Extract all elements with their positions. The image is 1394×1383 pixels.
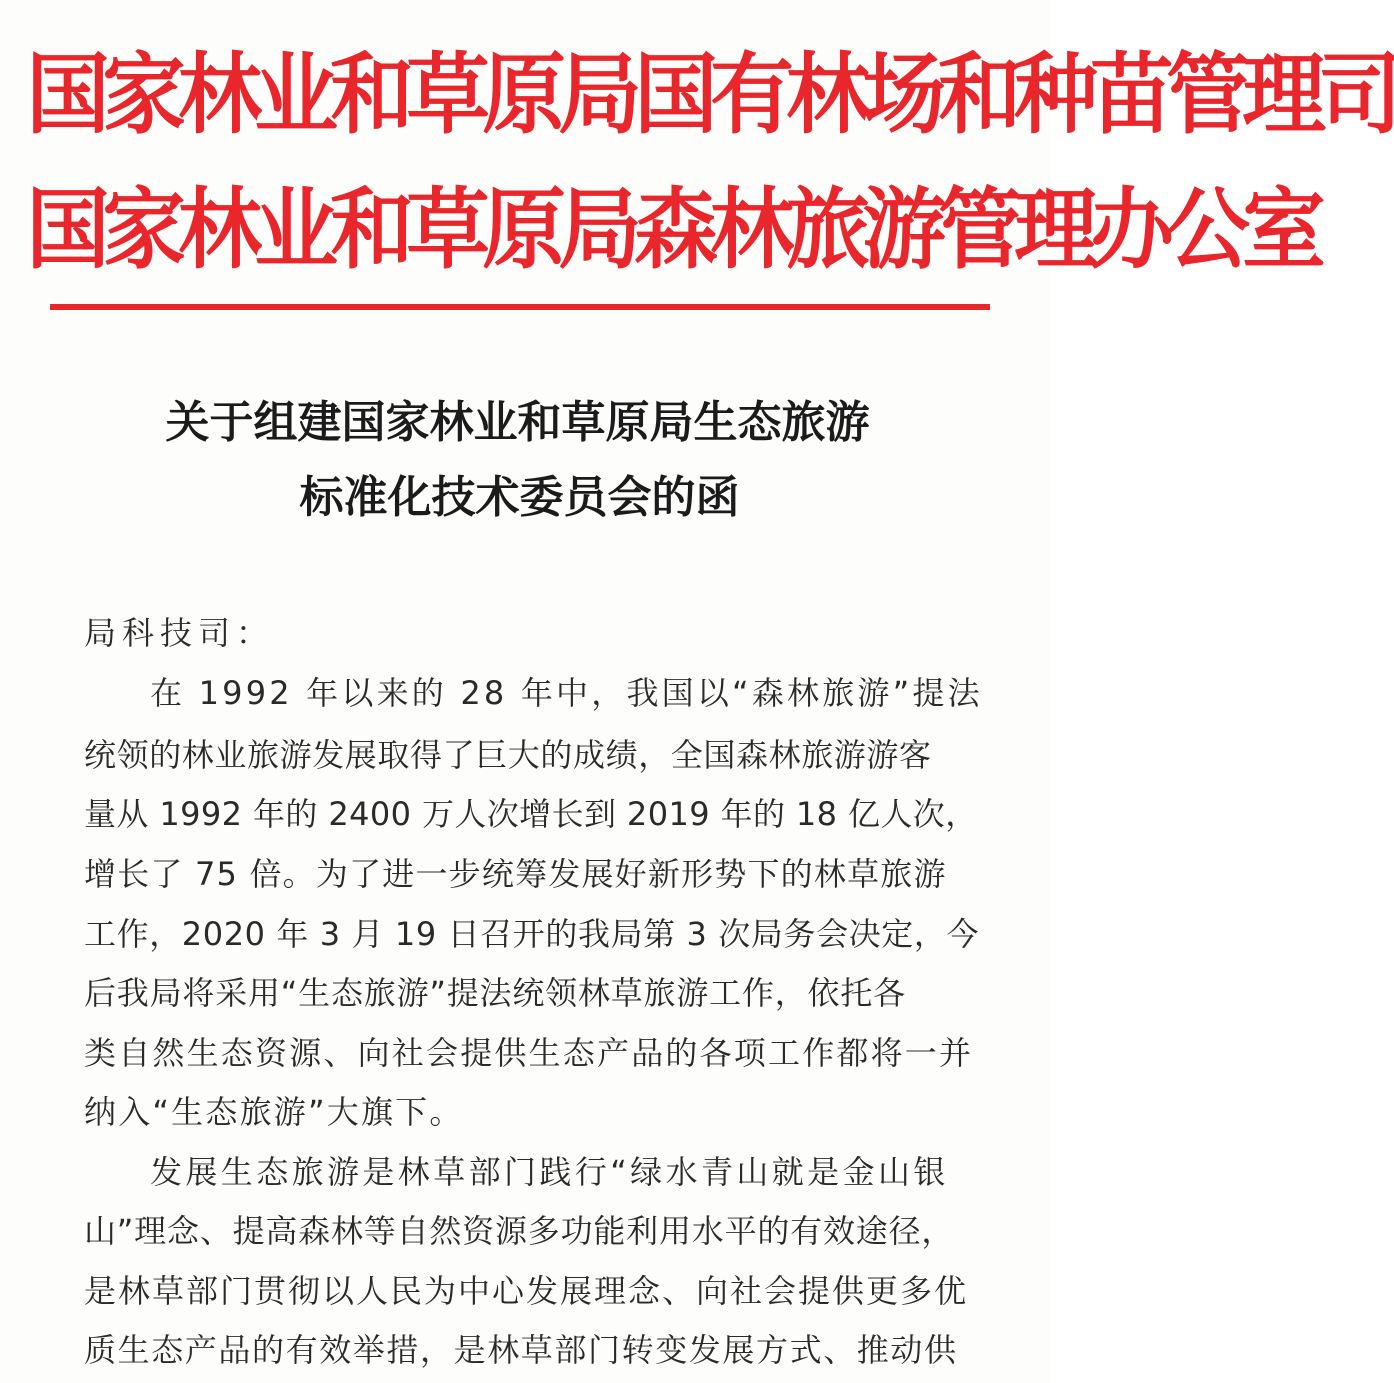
paragraph-1-line-7: 类自然生态资源、向社会提供生态产品的各项工作都将一并 (84, 1034, 974, 1072)
issuing-org-line-2: 国家林业和草原局森林旅游管理办公室 (26, 178, 1319, 281)
issuing-org-line-1: 国家林业和草原局国有林场和种苗管理司 (26, 43, 1394, 146)
paragraph-2-line-4: 质生态产品的有效举措，是林草部门转变发展方式、推动供 (84, 1331, 958, 1369)
paragraph-2-line-1: 发展生态旅游是林草部门践行“绿水青山就是金山银 (150, 1153, 949, 1191)
paragraph-1-line-1: 在 1992 年以来的 28 年中，我国以“森林旅游”提法 (150, 674, 983, 712)
red-header-divider (50, 304, 990, 310)
salutation: 局科技司： (84, 614, 275, 652)
paragraph-2-line-3: 是林草部门贯彻以人民为中心发展理念、向社会提供更多优 (84, 1272, 969, 1310)
paragraph-2-line-2: 山”理念、提高森林等自然资源多功能利用水平的有效途径， (84, 1212, 955, 1250)
paragraph-1-line-8: 纳入“生态旅游”大旗下。 (84, 1093, 464, 1131)
document-title-line-1: 关于组建国家林业和草原局生态旅游 (165, 397, 870, 448)
paragraph-1-line-5: 工作，2020 年 3 月 19 日召开的我局第 3 次局务会决定，今 (84, 915, 980, 953)
paragraph-1-line-2: 统领的林业旅游发展取得了巨大的成绩，全国森林旅游游客 (84, 736, 932, 774)
paragraph-1-line-6: 后我局将采用“生态旅游”提法统领林草旅游工作，依托各 (84, 974, 906, 1012)
paragraph-1-line-3: 量从 1992 年的 2400 万人次增长到 2019 年的 18 亿人次， (84, 795, 978, 833)
paragraph-1-line-4: 增长了 75 倍。为了进一步统筹发展好新形势下的林草旅游 (84, 855, 947, 893)
document-title-line-2: 标准化技术委员会的函 (299, 472, 740, 523)
